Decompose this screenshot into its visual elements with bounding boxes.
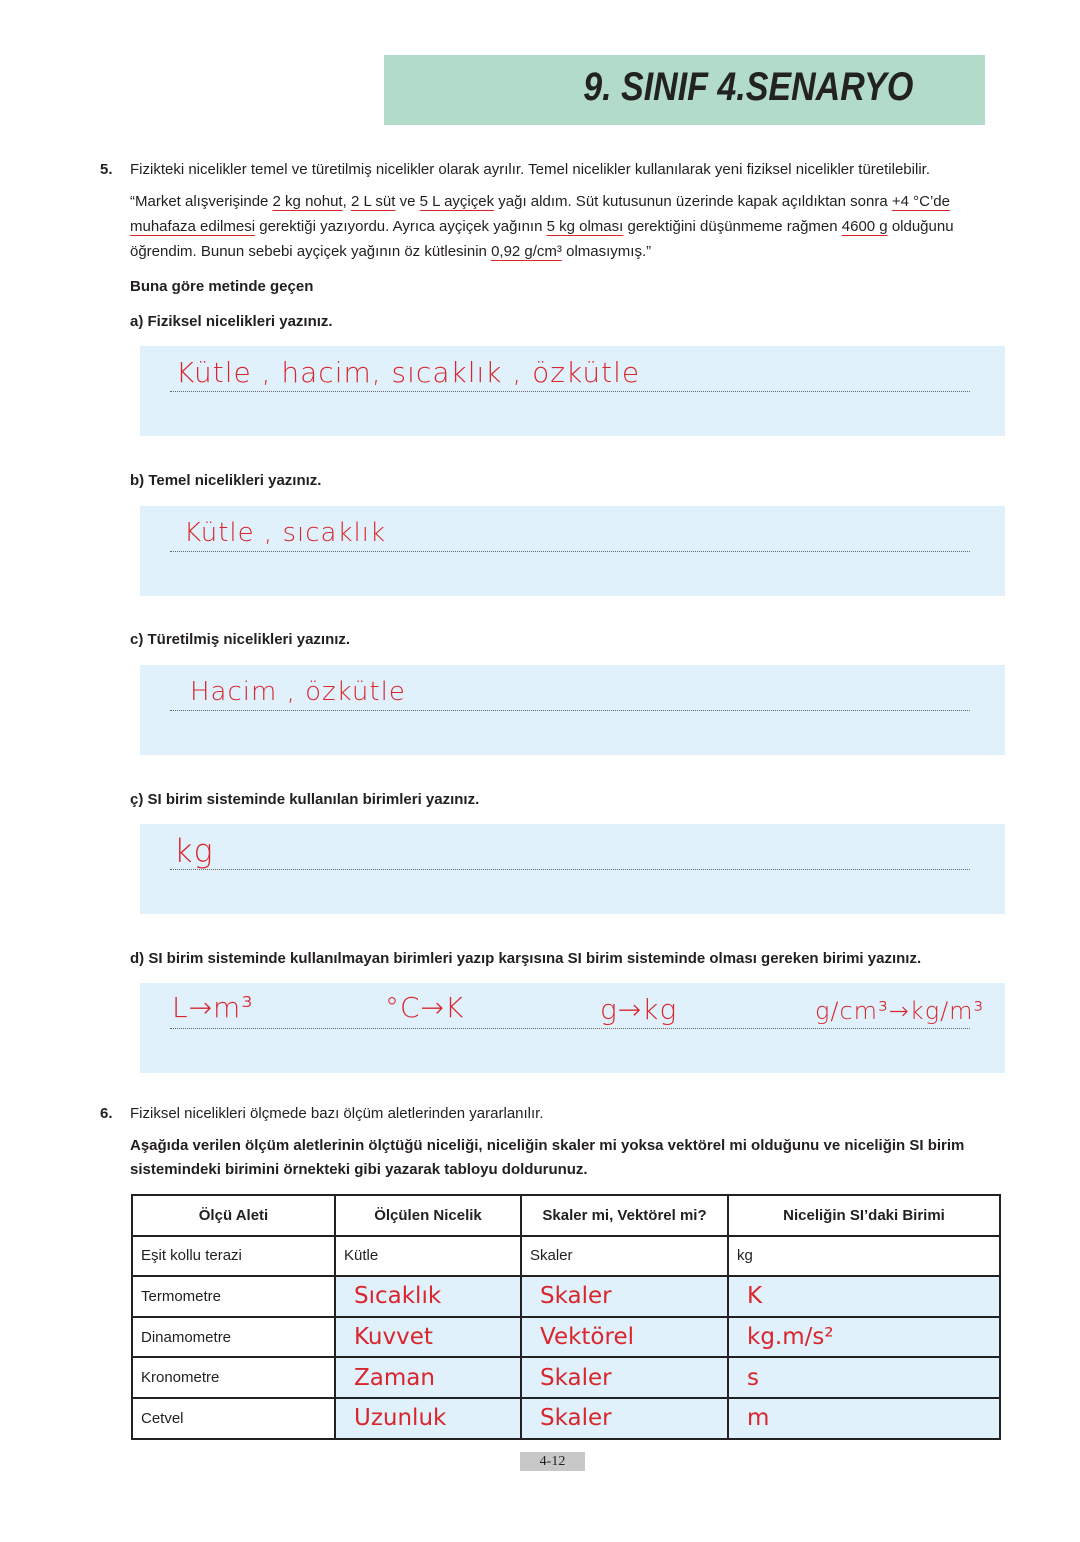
question-6-intro: Fiziksel nicelikleri ölçmede bazı ölçüm aletlerinden yararlanılır. bbox=[130, 1105, 544, 1122]
part-b-answer-box[interactable] bbox=[140, 506, 1005, 596]
part-c-answer: Hacim , özkütle bbox=[190, 677, 406, 707]
cell-instrument: Kronometre bbox=[132, 1357, 335, 1398]
cell-unit[interactable]: m bbox=[728, 1398, 1000, 1439]
question-5-intro: Fizikteki nicelikler temel ve türetilmiş nicelikler olarak ayrılır. Temel nicelikler kullanılarak yeni fiziksel nicelikler türetilebilir. bbox=[130, 161, 930, 178]
question-6-number: 6. bbox=[100, 1105, 113, 1122]
cell-unit[interactable]: s bbox=[728, 1357, 1000, 1398]
cell-instrument: Eşit kollu terazi bbox=[132, 1236, 335, 1277]
part-d-answer-3: g→kg bbox=[600, 993, 678, 1026]
cell-unit[interactable]: kg.m/s² bbox=[728, 1317, 1000, 1358]
header-quantity: Ölçülen Nicelik bbox=[335, 1195, 521, 1236]
part-c-cedilla-answer-box[interactable] bbox=[140, 824, 1005, 914]
part-c-label: c) Türetilmiş nicelikleri yazınız. bbox=[130, 631, 351, 648]
part-b-answer: Kütle , sıcaklık bbox=[184, 518, 386, 548]
cell-quantity[interactable]: Uzunluk bbox=[335, 1398, 521, 1439]
part-d-answer-box[interactable] bbox=[140, 983, 1005, 1073]
question-5-quote: “Market alışverişinde 2 kg nohut, 2 L süt ve 5 L ayçiçek yağı aldım. Süt kutusunun üzerinde kapak açıldıktan sonra +4 °C’de muhafaza edilmesi gerektiği yazıyordu. Ayrıca ayçiçek yağının 5 kg olması gerektiğini düşünmeme rağmen 4600 g olduğunu öğrendim. Bunun sebebi ayçiçek yağının öz kütlesinin 0,92 g/cm³ olmasıymış.” bbox=[130, 193, 954, 260]
part-c-cedilla-label: ç) SI birim sisteminde kullanılan birimleri yazınız. bbox=[130, 791, 480, 808]
cell-type[interactable]: Vektörel bbox=[521, 1317, 728, 1358]
cell-type[interactable]: Skaler bbox=[521, 1276, 728, 1317]
header-si-unit: Niceliğin SI’daki Birimi bbox=[728, 1195, 1000, 1236]
cell-type[interactable]: Skaler bbox=[521, 1357, 728, 1398]
page-number: 4-12 bbox=[520, 1452, 585, 1471]
cell-quantity[interactable]: Zaman bbox=[335, 1357, 521, 1398]
table-row bbox=[132, 1357, 1000, 1398]
part-a-answer: Kütle , hacim, sıcaklık , özkütle bbox=[176, 356, 641, 389]
part-a-answer-box[interactable] bbox=[140, 346, 1005, 436]
header-instrument: Ölçü Aleti bbox=[132, 1195, 335, 1236]
cell-instrument: Dinamometre bbox=[132, 1317, 335, 1358]
header-scalar-vector: Skaler mi, Vektörel mi? bbox=[521, 1195, 728, 1236]
part-b-label: b) Temel nicelikleri yazınız. bbox=[130, 472, 322, 489]
cell-unit[interactable]: K bbox=[728, 1276, 1000, 1317]
cell-quantity: Kütle bbox=[335, 1236, 521, 1277]
question-6-instruction: Aşağıda verilen ölçüm aletlerinin ölçtüğü niceliği, niceliğin skaler mi yoksa vektörel mi olduğunu ve niceliğin SI birim sistemindeki birimini örnekteki gibi yazarak tabloyu doldurunuz. bbox=[130, 1137, 965, 1178]
part-d-answer-4: g/cm³→kg/m³ bbox=[815, 997, 985, 1025]
part-d-label: d) SI birim sisteminde kullanılmayan birimleri yazıp karşısına SI birim sisteminde olması gereken birimi yazınız. bbox=[130, 950, 922, 967]
cell-unit: kg bbox=[728, 1236, 1000, 1277]
part-d-answer-2: °C→K bbox=[385, 991, 465, 1024]
part-c-answer-box[interactable] bbox=[140, 665, 1005, 755]
part-d-answer-1: L→m³ bbox=[172, 991, 254, 1024]
table-header-row bbox=[132, 1195, 1000, 1236]
cell-type[interactable]: Skaler bbox=[521, 1398, 728, 1439]
cell-type: Skaler bbox=[521, 1236, 728, 1277]
page-header bbox=[384, 55, 985, 125]
page-title: 9. SINIF 4.SENARYO bbox=[582, 65, 913, 109]
table-row bbox=[132, 1276, 1000, 1317]
cell-instrument: Cetvel bbox=[132, 1398, 335, 1439]
table-row bbox=[132, 1236, 1000, 1277]
cell-quantity[interactable]: Sıcaklık bbox=[335, 1276, 521, 1317]
question-5-lead: Buna göre metinde geçen bbox=[130, 278, 314, 295]
cell-quantity[interactable]: Kuvvet bbox=[335, 1317, 521, 1358]
measurement-table bbox=[131, 1194, 1001, 1440]
part-c-cedilla-answer: kg bbox=[174, 832, 214, 870]
table-row bbox=[132, 1398, 1000, 1439]
part-a-label: a) Fiziksel nicelikleri yazınız. bbox=[130, 313, 333, 330]
question-5-number: 5. bbox=[100, 161, 113, 178]
table-row bbox=[132, 1317, 1000, 1358]
cell-instrument: Termometre bbox=[132, 1276, 335, 1317]
